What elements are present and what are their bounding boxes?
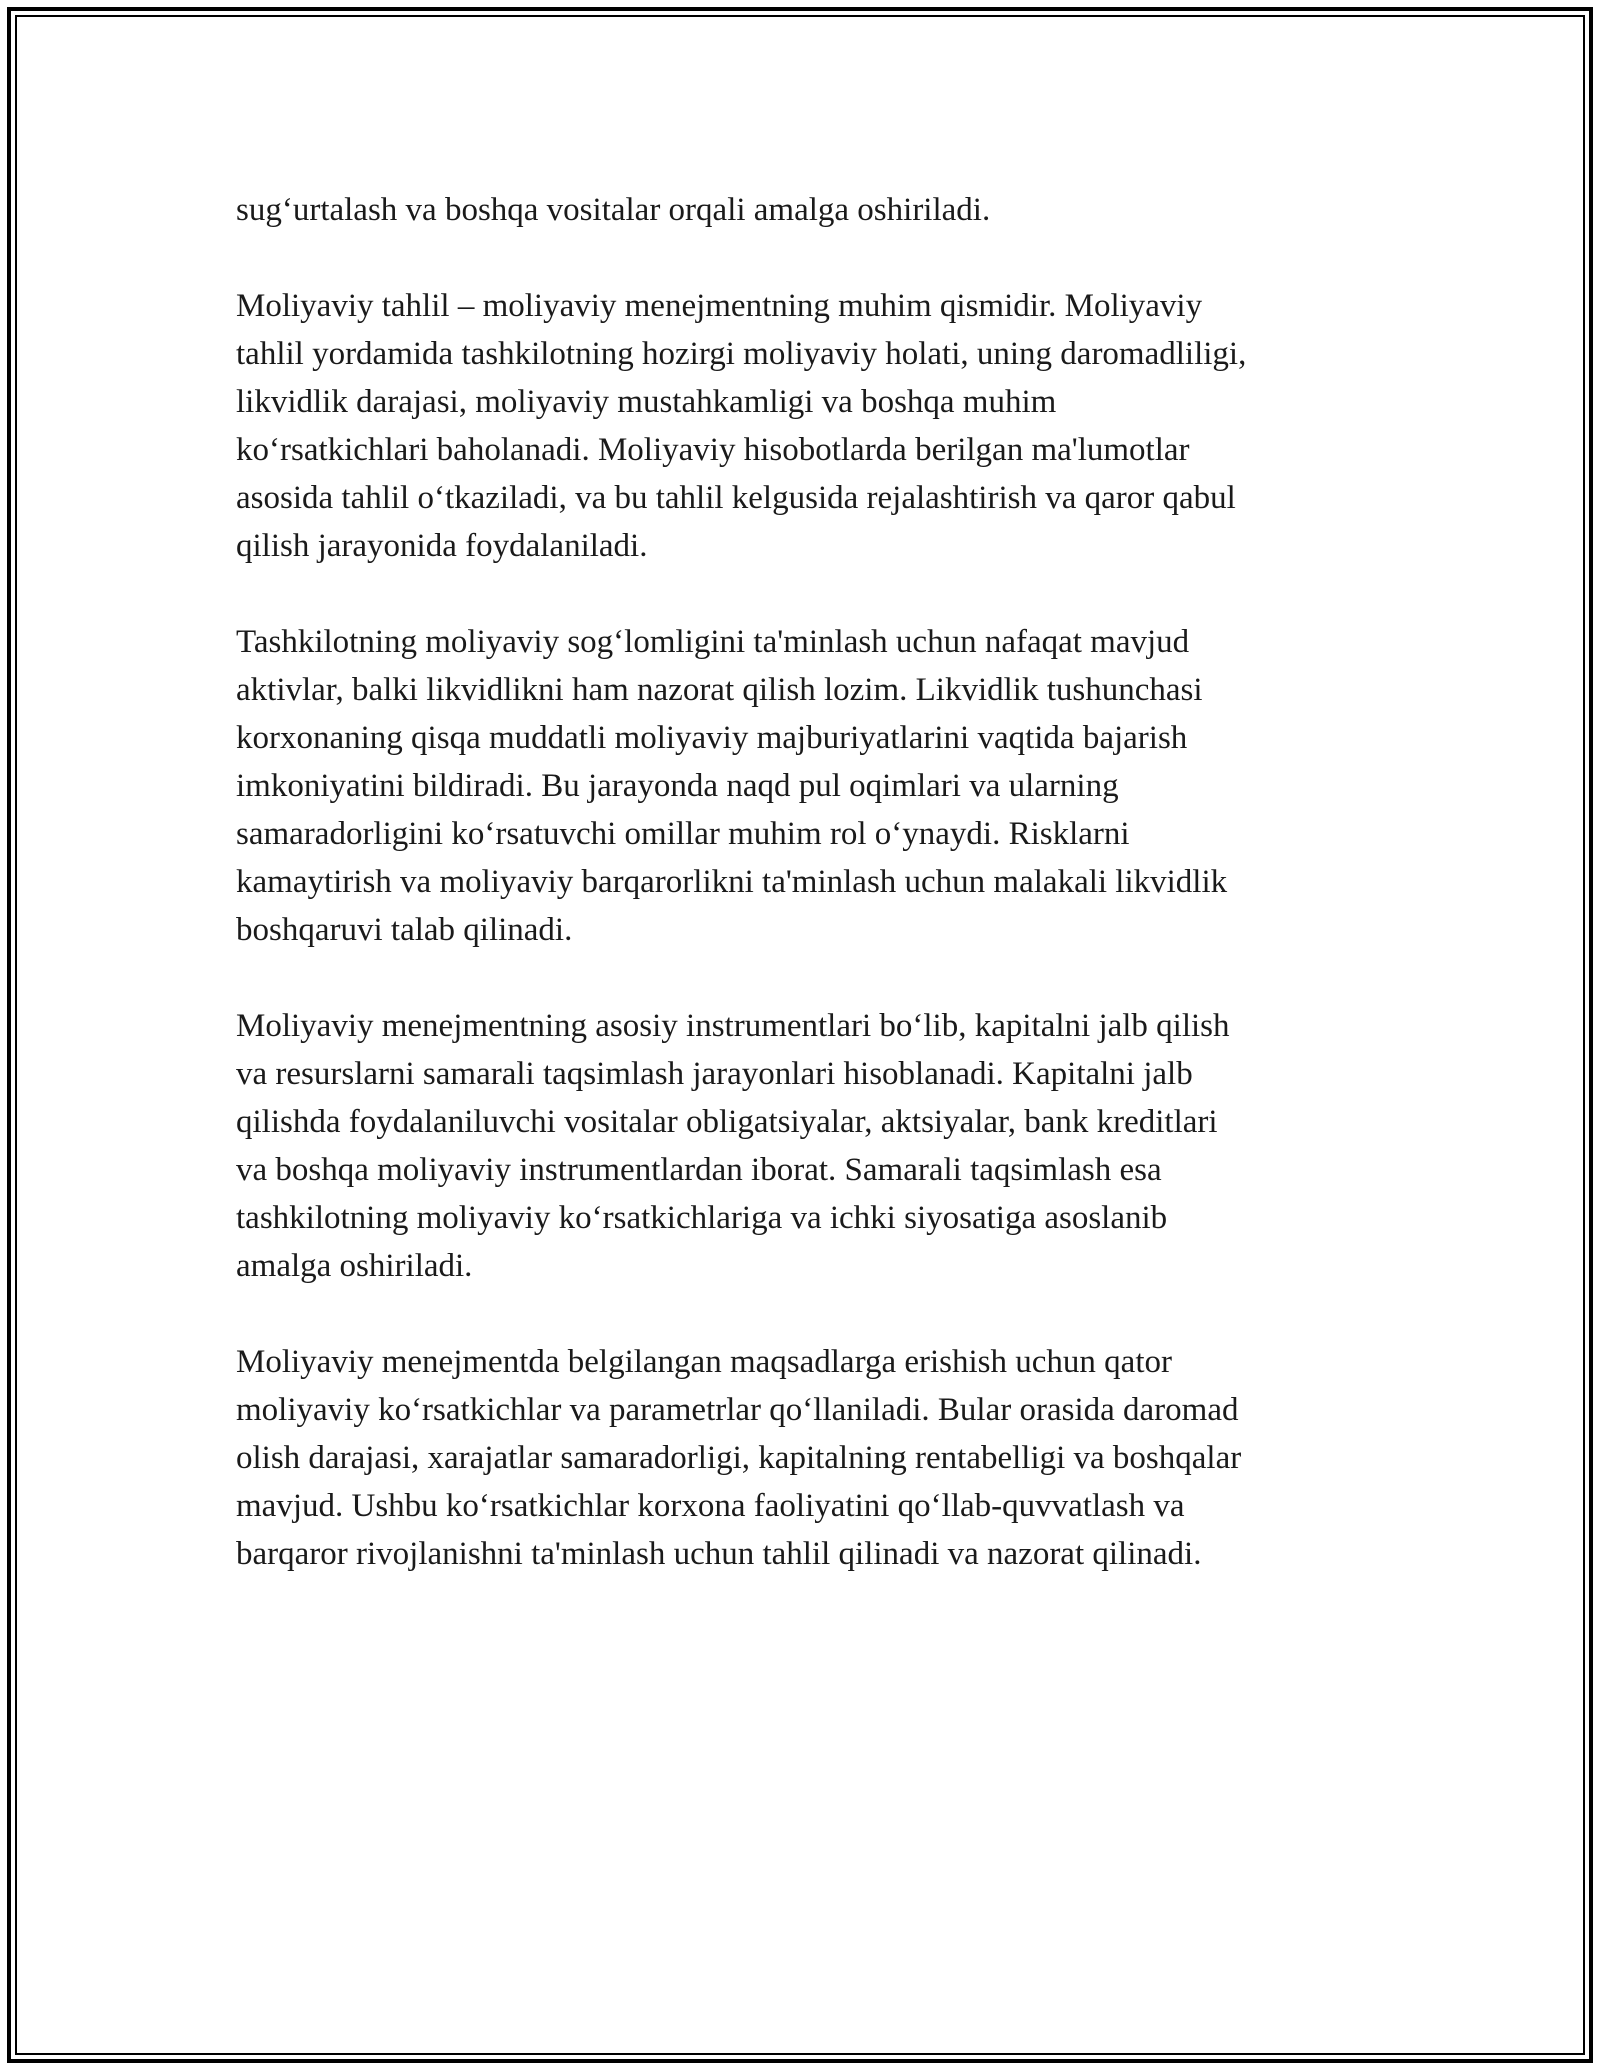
paragraph-financial-analysis: Moliyaviy tahlil – moliyaviy menejmentning muhim qismidir. Moliyaviy tahlil yordamida tashkilotning hozirgi moliyaviy holati, uning daromadliligi, likvidlik darajasi, moliyaviy mustahkamligi va boshqa muhim ko‘rsatkichlari baholanadi. Moliyaviy hisobotlarda berilgan ma'lumotlar asosida tahlil o‘tkaziladi, va bu tahlil kelgusida rejalashtirish va qaror qabul qilish jarayonida foydalaniladi. <box>236 288 1247 564</box>
paragraph-continuation: sug‘urtalash va boshqa vositalar orqali amalga oshiriladi. <box>236 192 991 228</box>
paragraph-instruments: Moliyaviy menejmentning asosiy instrumentlari bo‘lib, kapitalni jalb qilish va resurslarni samarali taqsimlash jarayonlari hisoblanadi. Kapitalni jalb qilishda foydalaniluvchi vositalar obligatsiyalar, aktsiyalar, bank kreditlari va boshqa moliyaviy instrumentlardan iborat. Samarali taqsimlash esa tashkilotning moliyaviy ko‘rsatkichlariga va ichki siyosatiga asoslanib amalga oshiriladi. <box>236 1008 1230 1284</box>
document-body <box>236 186 1366 1626</box>
paragraph-indicators: Moliyaviy menejmentda belgilangan maqsadlarga erishish uchun qator moliyaviy ko‘rsatkichlar va parametrlar qo‘llaniladi. Bular orasida daromad olish darajasi, xarajatlar samaradorligi, kapitalning rentabelligi va boshqalar mavjud. Ushbu ko‘rsatkichlar korxona faoliyatini qo‘llab-quvvatlash va barqaror rivojlanishni ta'minlash uchun tahlil qilinadi va nazorat qilinadi. <box>236 1344 1242 1572</box>
paragraph-liquidity: Tashkilotning moliyaviy sog‘lomligini ta'minlash uchun nafaqat mavjud aktivlar, balki likvidlikni ham nazorat qilish lozim. Likvidlik tushunchasi korxonaning qisqa muddatli moliyaviy majburiyatlarini vaqtida bajarish imkoniyatini bildiradi. Bu jarayonda naqd pul oqimlari va ularning samaradorligini ko‘rsatuvchi omillar muhim rol o‘ynaydi. Risklarni kamaytirish va moliyaviy barqarorlikni ta'minlash uchun malakali likvidlik boshqaruvi talab qilinadi. <box>236 624 1228 948</box>
